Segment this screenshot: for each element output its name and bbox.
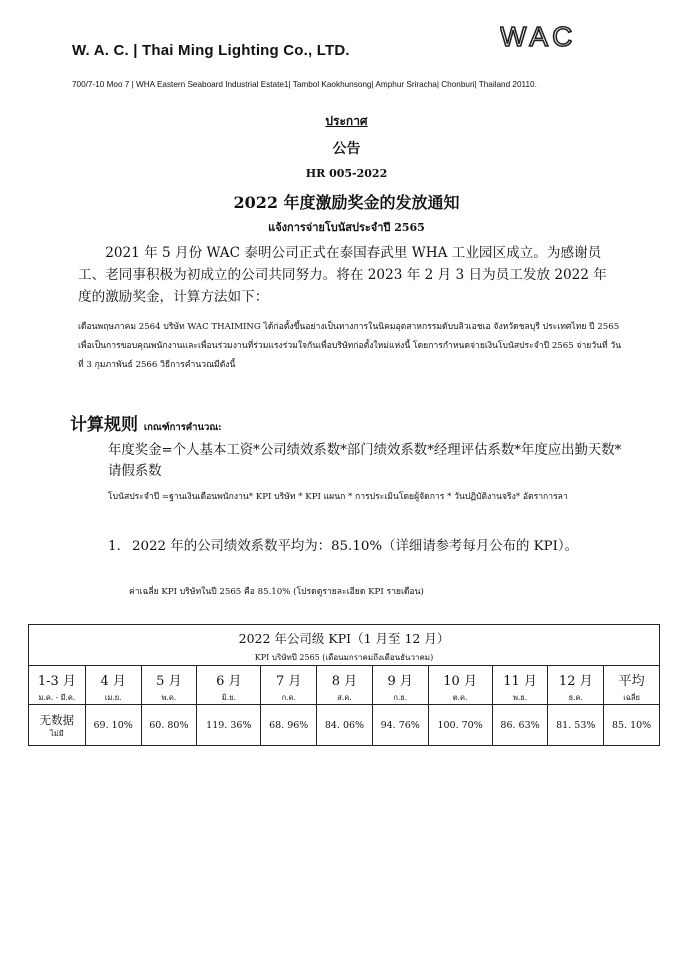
notice-label-cn: 公告 <box>332 141 361 157</box>
rules-heading <box>70 410 222 435</box>
kpi-month-th: เม.ย. <box>104 693 122 702</box>
formula-cn: 年度奖金=个人基本工资*公司绩效系数*部门绩效系数*经理评估系数*年度应出勤天数*请假系数 <box>108 443 622 479</box>
kpi-table-caption-cn: 2022 年公司级 KPI（1 月至 12 月） <box>29 625 660 650</box>
kpi-month-header <box>141 666 197 705</box>
formula-th: โบนัสประจำปี =ฐานเงินเดือนพนักงาน* KPI บริษัท * KPI แผนก * การประเมินโดยผู้จัดการ * วันปฏิบัติงานจริง* อัตราการลา <box>108 492 568 502</box>
kpi-month-header <box>604 666 660 705</box>
notice-title: 2022 年度激励奖金的发放通知 <box>233 193 460 212</box>
rule-item-1 <box>108 536 618 557</box>
notice-label-thai: ประกาศ <box>325 114 368 128</box>
wac-logo <box>500 24 612 50</box>
rule-item-1-number: 1. <box>108 539 121 554</box>
kpi-month-cn: 4 月 <box>100 674 126 689</box>
kpi-month-header <box>428 666 492 705</box>
kpi-no-data: 无数据 <box>39 713 75 727</box>
company-name: W. A. C. | Thai Ming Lighting Co., LTD. <box>72 42 350 59</box>
intro-paragraph-th: เดือนพฤษภาคม 2564 บริษัท WAC THAIMING ได้ก่อตั้งขึ้นอย่างเป็นทางการในนิคมอุตสาหกรรมดับบลิวเอชเอ จังหวัดชลบุรี ประเทศไทย ปี 2565 เพื่อเป็นการขอบคุณพนักงานและเพื่อนร่วมงานที่ร่วมแรงร่วมใจกันเพื่อบริษัทก่อตั้งใหม่แห่งนี้ โดยการกำหนดจ่ายเงินโบนัสประจำปี 2565 จ่ายวันที่ วันที่ 3 กุมภาพันธ์ 2566 วิธีการคำนวณมีดังนี้ <box>78 322 622 370</box>
kpi-month-header <box>317 666 373 705</box>
kpi-value-cell: 69. 10% <box>85 705 141 746</box>
kpi-month-header <box>85 666 141 705</box>
kpi-value-cell: 86. 63% <box>492 705 548 746</box>
kpi-month-cn: 12 月 <box>558 674 593 689</box>
kpi-month-th: ก.ย. <box>393 693 408 702</box>
kpi-month-th: พ.ค. <box>161 693 177 702</box>
kpi-month-th: เฉลี่ย <box>623 693 640 702</box>
kpi-value-cell: 85. 10% <box>604 705 660 746</box>
logo-text: WAC <box>500 24 577 50</box>
kpi-no-data-th: ไม่มี <box>50 729 64 738</box>
kpi-value-cell: 94. 76% <box>372 705 428 746</box>
kpi-month-th: ส.ค. <box>337 693 352 702</box>
document-code: HR 005-2022 <box>305 167 388 180</box>
kpi-table-caption-th: KPI บริษัทปี 2565 (เดือนมกราคมถึงเดือนธันวาคม) <box>29 649 660 666</box>
kpi-month-th: มิ.ย. <box>221 693 236 702</box>
kpi-value-cell: 81. 53% <box>548 705 604 746</box>
kpi-value-row <box>29 705 660 746</box>
kpi-month-th: ต.ค. <box>452 693 468 702</box>
kpi-month-header <box>372 666 428 705</box>
kpi-month-cn: 平均 <box>618 674 645 689</box>
rules-heading-th: เกณฑ์การคำนวณ: <box>143 422 222 433</box>
rule-item-1-text: 2022 年的公司绩效系数平均为：85.10%（详细请参考每月公布的 KPI）。 <box>132 539 579 554</box>
rules-heading-cn: 计算规则 <box>70 415 138 435</box>
kpi-month-cn: 7 月 <box>276 674 302 689</box>
kpi-month-header <box>548 666 604 705</box>
rule-item-1-thai: ค่าเฉลี่ย KPI บริษัทในปี 2565 คือ 85.10% (โปรดดูรายละเอียด KPI รายเดือน) <box>129 587 424 597</box>
kpi-table <box>28 624 660 746</box>
kpi-value-cell <box>29 705 86 746</box>
kpi-month-header <box>261 666 317 705</box>
kpi-month-header-row <box>29 666 660 705</box>
kpi-month-cn: 8 月 <box>331 674 358 689</box>
kpi-month-cn: 9 月 <box>387 674 413 689</box>
kpi-value-cell: 119. 36% <box>197 705 261 746</box>
kpi-month-th: ม.ค. - มี.ค. <box>38 693 76 702</box>
kpi-month-cn: 5 月 <box>156 674 182 689</box>
kpi-month-cn: 11 月 <box>503 674 537 689</box>
kpi-month-cn: 6 月 <box>216 674 242 689</box>
notice-subtitle: แจ้งการจ่ายโบนัสประจำปี 2565 <box>268 221 425 234</box>
kpi-month-header <box>197 666 261 705</box>
intro-paragraph-cn: 2021 年 5 月份 WAC 泰明公司正式在泰国春武里 WHA 工业园区成立。为感谢员工、老同事积极为初成立的公司共同努力。将在 2023 年 2 月 3 日为员工发放 2022 年度的激励奖金，计算方法如下： <box>78 245 607 305</box>
kpi-value-cell: 60. 80% <box>141 705 197 746</box>
kpi-month-header <box>492 666 548 705</box>
kpi-month-th: ธ.ค. <box>568 693 583 702</box>
company-address: 700/7-10 Moo 7 | WHA Eastern Seaboard Industrial Estate1| Tambol Kaokhunsong| Amphur Sriracha| Chonburi| Thailand 20110. <box>72 80 537 89</box>
kpi-month-th: พ.ย. <box>512 693 528 702</box>
kpi-month-cn: 10 月 <box>443 674 477 689</box>
kpi-month-header <box>29 666 86 705</box>
kpi-month-th: ก.ค. <box>281 693 296 702</box>
kpi-value-cell: 68. 96% <box>261 705 317 746</box>
kpi-month-cn: 1-3 月 <box>37 674 76 689</box>
kpi-value-cell: 84. 06% <box>317 705 373 746</box>
kpi-value-cell: 100. 70% <box>428 705 492 746</box>
